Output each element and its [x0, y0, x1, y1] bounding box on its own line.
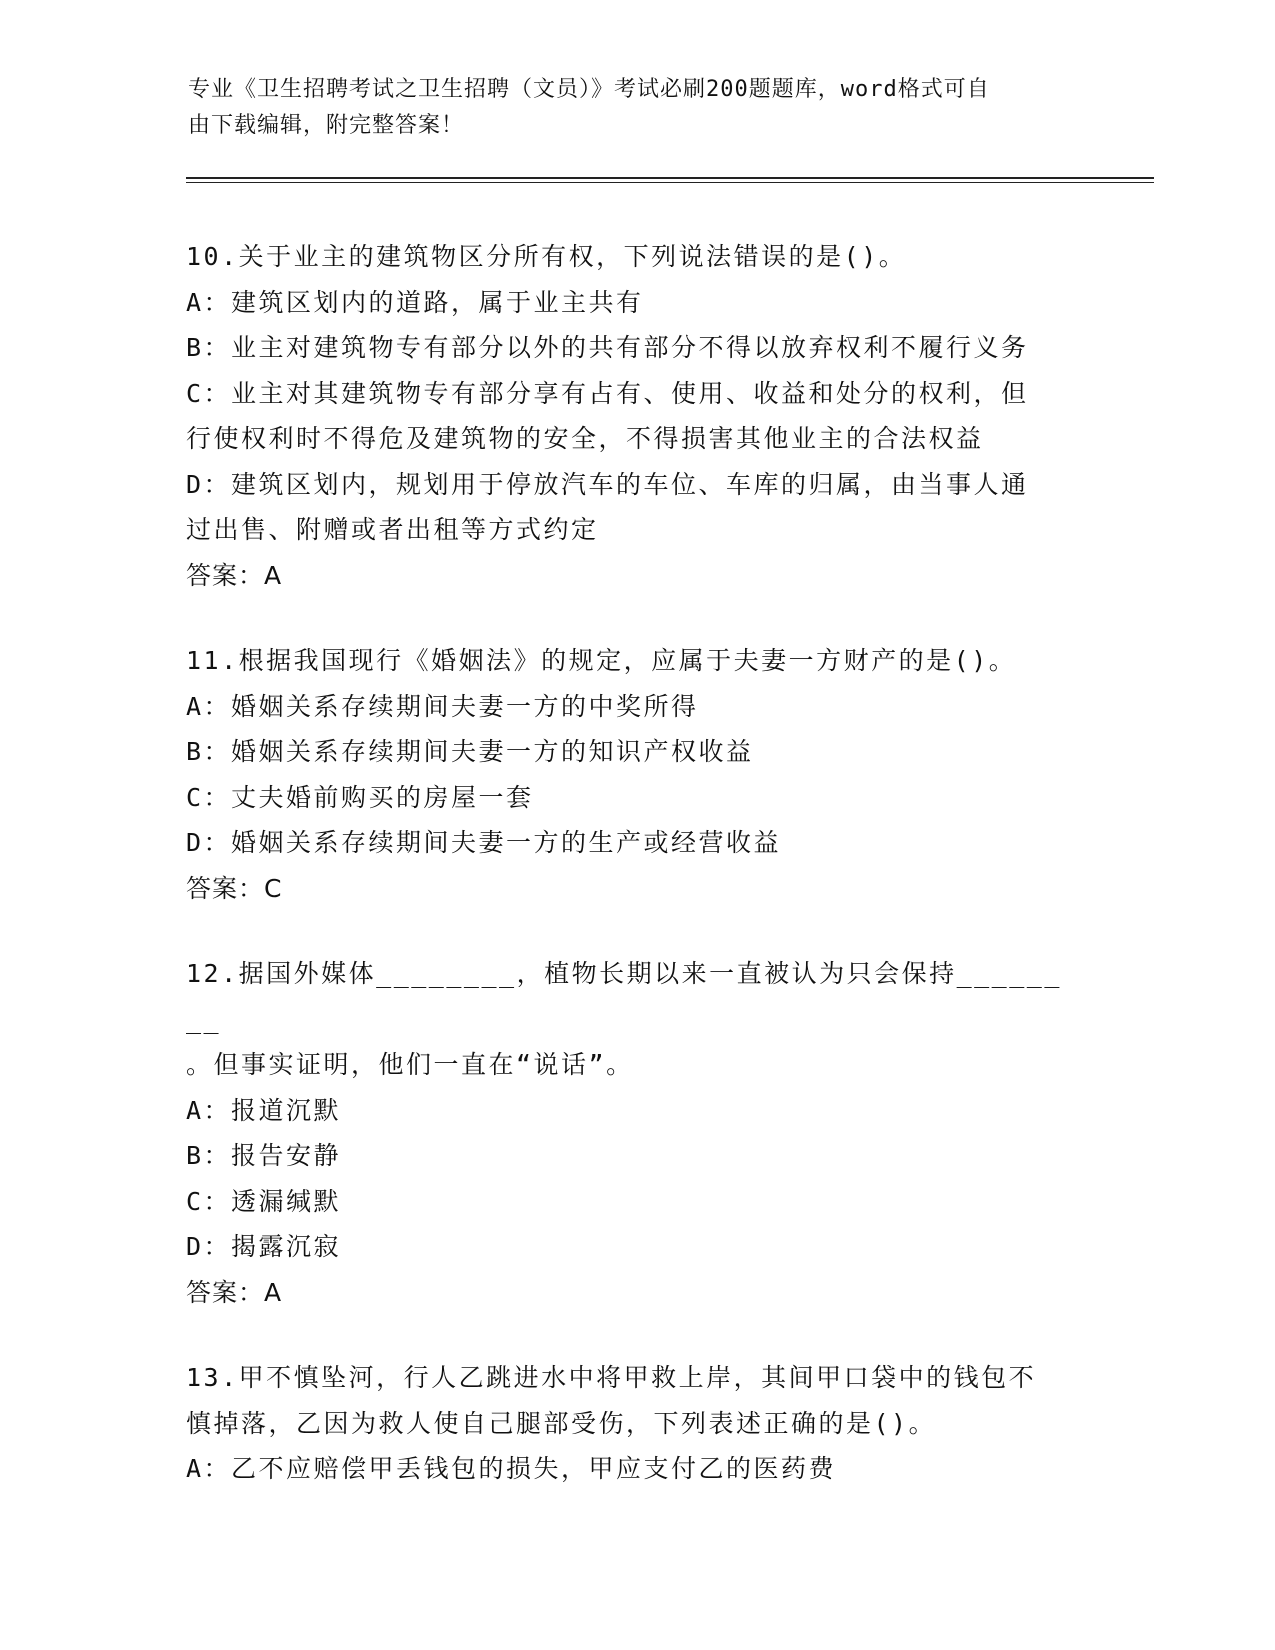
question-block [186, 234, 1076, 598]
header-line-1: 专业《卫生招聘考试之卫生招聘（文员）》考试必刷200题题库，word格式可自 [188, 77, 990, 102]
question-stem: 。但事实证明，他们一直在“说话”。 [186, 1050, 634, 1079]
page-header [188, 72, 1068, 144]
answer-option: B：婚姻关系存续期间夫妻一方的知识产权收益 [186, 737, 754, 766]
answer-option: 过出售、附赠或者出租等方式约定 [186, 515, 599, 544]
question-stem: 10.关于业主的建筑物区分所有权，下列说法错误的是()。 [186, 242, 907, 271]
answer-option: B：报告安静 [186, 1141, 342, 1170]
answer-option: A：乙不应赔偿甲丢钱包的损失，甲应支付乙的医药费 [186, 1454, 837, 1483]
answer-option: D：建筑区划内，规划用于停放汽车的车位、车库的归属，由当事人通 [186, 469, 1029, 499]
answer-option: C：业主对其建筑物专有部分享有占有、使用、收益和处分的权利，但 [186, 378, 1029, 408]
answer-option: A：建筑区划内的道路，属于业主共有 [186, 287, 644, 317]
answer-option: C：透漏缄默 [186, 1186, 342, 1216]
answer-option: 行使权利时不得危及建筑物的安全，不得损害其他业主的合法权益 [186, 424, 984, 453]
question-list [186, 234, 1076, 1532]
answer-option: D：揭露沉寂 [186, 1232, 342, 1261]
question-stem: 12.据国外媒体________，植物长期以来一直被认为只会保持________ [186, 959, 1062, 1034]
question-block [186, 1355, 1076, 1492]
answer-key: 答案：A [186, 560, 283, 590]
header-line-2: 由下载编辑，附完整答案！ [188, 113, 465, 138]
answer-key: 答案：A [186, 1277, 283, 1307]
question-block [186, 638, 1076, 911]
answer-option: B：业主对建筑物专有部分以外的共有部分不得以放弃权利不履行义务 [186, 333, 1029, 362]
question-stem: 慎掉落，乙因为救人使自己腿部受伤，下列表述正确的是()。 [186, 1408, 937, 1438]
question-stem: 13.甲不慎坠河，行人乙跳进水中将甲救上岸，其间甲口袋中的钱包不 [186, 1363, 1037, 1392]
answer-option: A：婚姻关系存续期间夫妻一方的中奖所得 [186, 691, 699, 721]
answer-option: A：报道沉默 [186, 1095, 342, 1125]
answer-option: C：丈夫婚前购买的房屋一套 [186, 782, 534, 812]
question-stem: 11.根据我国现行《婚姻法》的规定，应属于夫妻一方财产的是()。 [186, 646, 1017, 675]
question-block [186, 951, 1076, 1315]
answer-option: D：婚姻关系存续期间夫妻一方的生产或经营收益 [186, 828, 782, 857]
header-divider [186, 177, 1154, 183]
answer-key: 答案：C [186, 873, 283, 903]
